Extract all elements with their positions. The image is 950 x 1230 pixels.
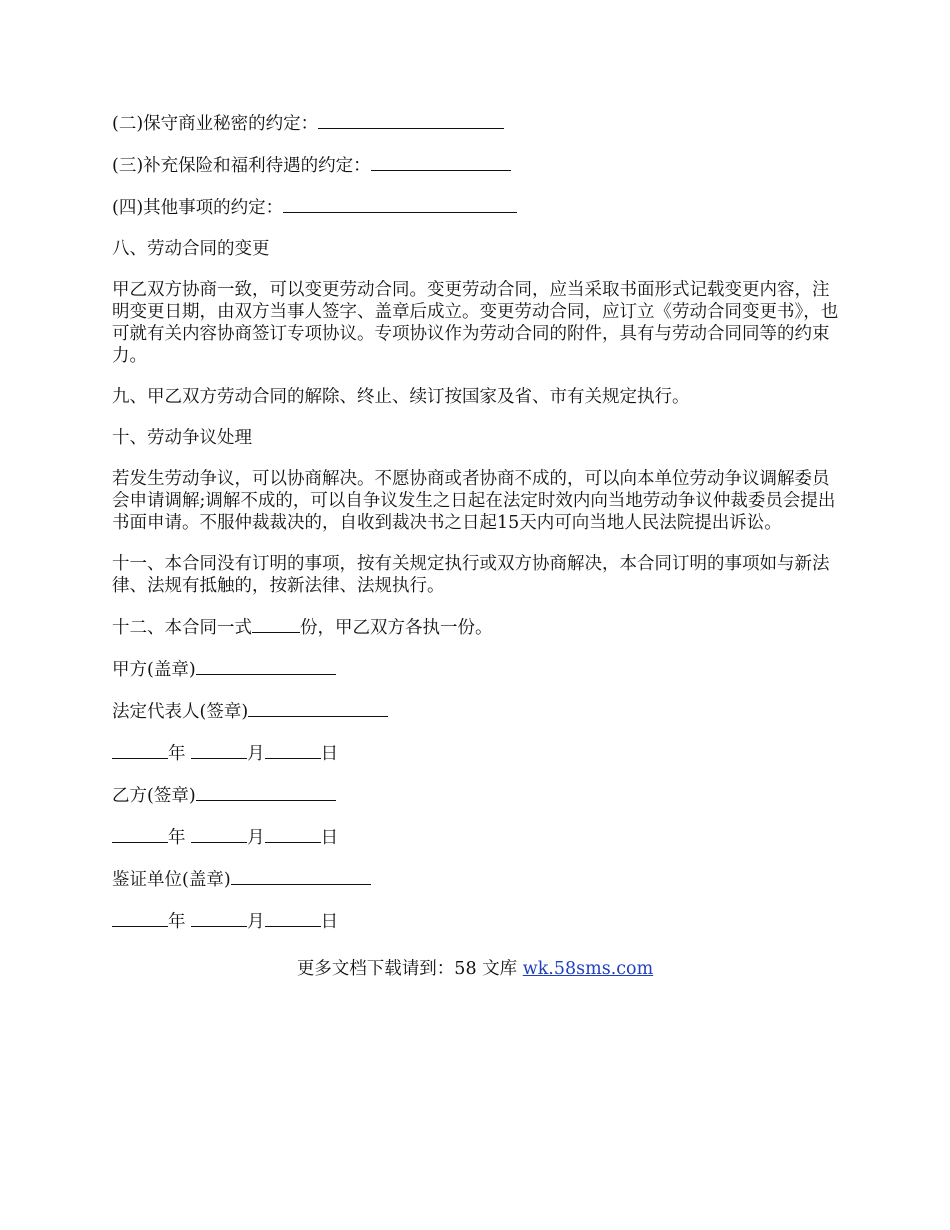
clause-insurance-label: (三)补充保险和福利待遇的约定： — [112, 156, 371, 176]
document-body — [112, 112, 842, 952]
fill-blank — [371, 154, 511, 171]
year-blank — [112, 910, 168, 927]
party-a-label: 甲方(盖章) — [112, 660, 196, 680]
date-line-1 — [112, 742, 842, 765]
signature-party-b — [112, 784, 842, 807]
day-blank — [265, 910, 321, 927]
signature-blank — [248, 700, 388, 717]
section-heading-10: 十、劳动争议处理 — [112, 428, 252, 448]
year-label: 年 — [168, 744, 186, 764]
signature-notary — [112, 868, 842, 891]
day-label: 日 — [320, 828, 339, 848]
month-blank — [191, 742, 247, 759]
clause-other-matters-label: (四)其他事项的约定： — [112, 198, 284, 218]
day-label: 日 — [320, 912, 339, 932]
day-label: 日 — [320, 744, 339, 764]
legal-rep-label: 法定代表人(签章) — [112, 702, 249, 722]
month-label: 月 — [247, 912, 265, 932]
year-label: 年 — [168, 912, 186, 932]
clause-12-prefix: 十二、本合同一式 — [112, 618, 252, 638]
notary-label: 鉴证单位(盖章) — [112, 870, 231, 890]
year-blank — [112, 826, 168, 843]
day-blank — [265, 826, 321, 843]
signature-blank — [196, 658, 336, 675]
clause-confidentiality — [112, 112, 842, 135]
fill-blank — [283, 196, 517, 213]
day-blank — [265, 742, 321, 759]
month-blank — [191, 826, 247, 843]
fill-blank — [318, 112, 504, 129]
party-b-label: 乙方(签章) — [112, 786, 196, 806]
month-label: 月 — [247, 744, 265, 764]
section-clause-12 — [112, 616, 842, 639]
month-label: 月 — [247, 828, 265, 848]
clause-12-suffix: 份，甲乙双方各执一份。 — [300, 618, 493, 638]
section-paragraph-8: 甲乙双方协商一致，可以变更劳动合同。变更劳动合同，应当采取书面形式记载变更内容，注明变更日期，由双方当事人签字、盖章后成立。变更劳动合同，应订立《劳动合同变更书》，也可就有关内容协商签订专项协议。专项协议作为劳动合同的附件，具有与劳动合同同等的约束力。 — [112, 280, 839, 366]
signature-blank — [196, 784, 336, 801]
month-blank — [191, 910, 247, 927]
footer-link[interactable]: wk.58sms.com — [522, 959, 654, 979]
date-line-2 — [112, 826, 842, 849]
footer-text: 更多文档下载请到：58 文库 — [296, 959, 523, 979]
section-clause-11: 十一、本合同没有订明的事项，按有关规定执行或双方协商解决，本合同订明的事项如与新法律、法规有抵触的，按新法律、法规执行。 — [112, 554, 830, 596]
section-heading-8: 八、劳动合同的变更 — [112, 239, 270, 259]
signature-legal-rep — [112, 700, 842, 723]
clause-insurance — [112, 154, 842, 177]
section-heading-9: 九、甲乙双方劳动合同的解除、终止、续订按国家及省、市有关规定执行。 — [112, 387, 690, 407]
year-blank — [112, 742, 168, 759]
year-label: 年 — [168, 828, 186, 848]
clause-other-matters — [112, 196, 842, 219]
section-paragraph-10: 若发生劳动争议，可以协商解决。不愿协商或者协商不成的，可以向本单位劳动争议调解委员会申请调解;调解不成的，可以自争议发生之日起在法定时效内向当地劳动争议仲裁委员会提出书面申请。不服仲裁裁决的，自收到裁决书之日起15天内可向当地人民法院提出诉讼。 — [112, 469, 836, 533]
clause-confidentiality-label: (二)保守商业秘密的约定： — [112, 114, 319, 134]
copies-blank — [252, 616, 300, 633]
footer — [0, 958, 950, 980]
date-line-3 — [112, 910, 842, 933]
signature-blank — [231, 868, 371, 885]
signature-party-a — [112, 658, 842, 681]
